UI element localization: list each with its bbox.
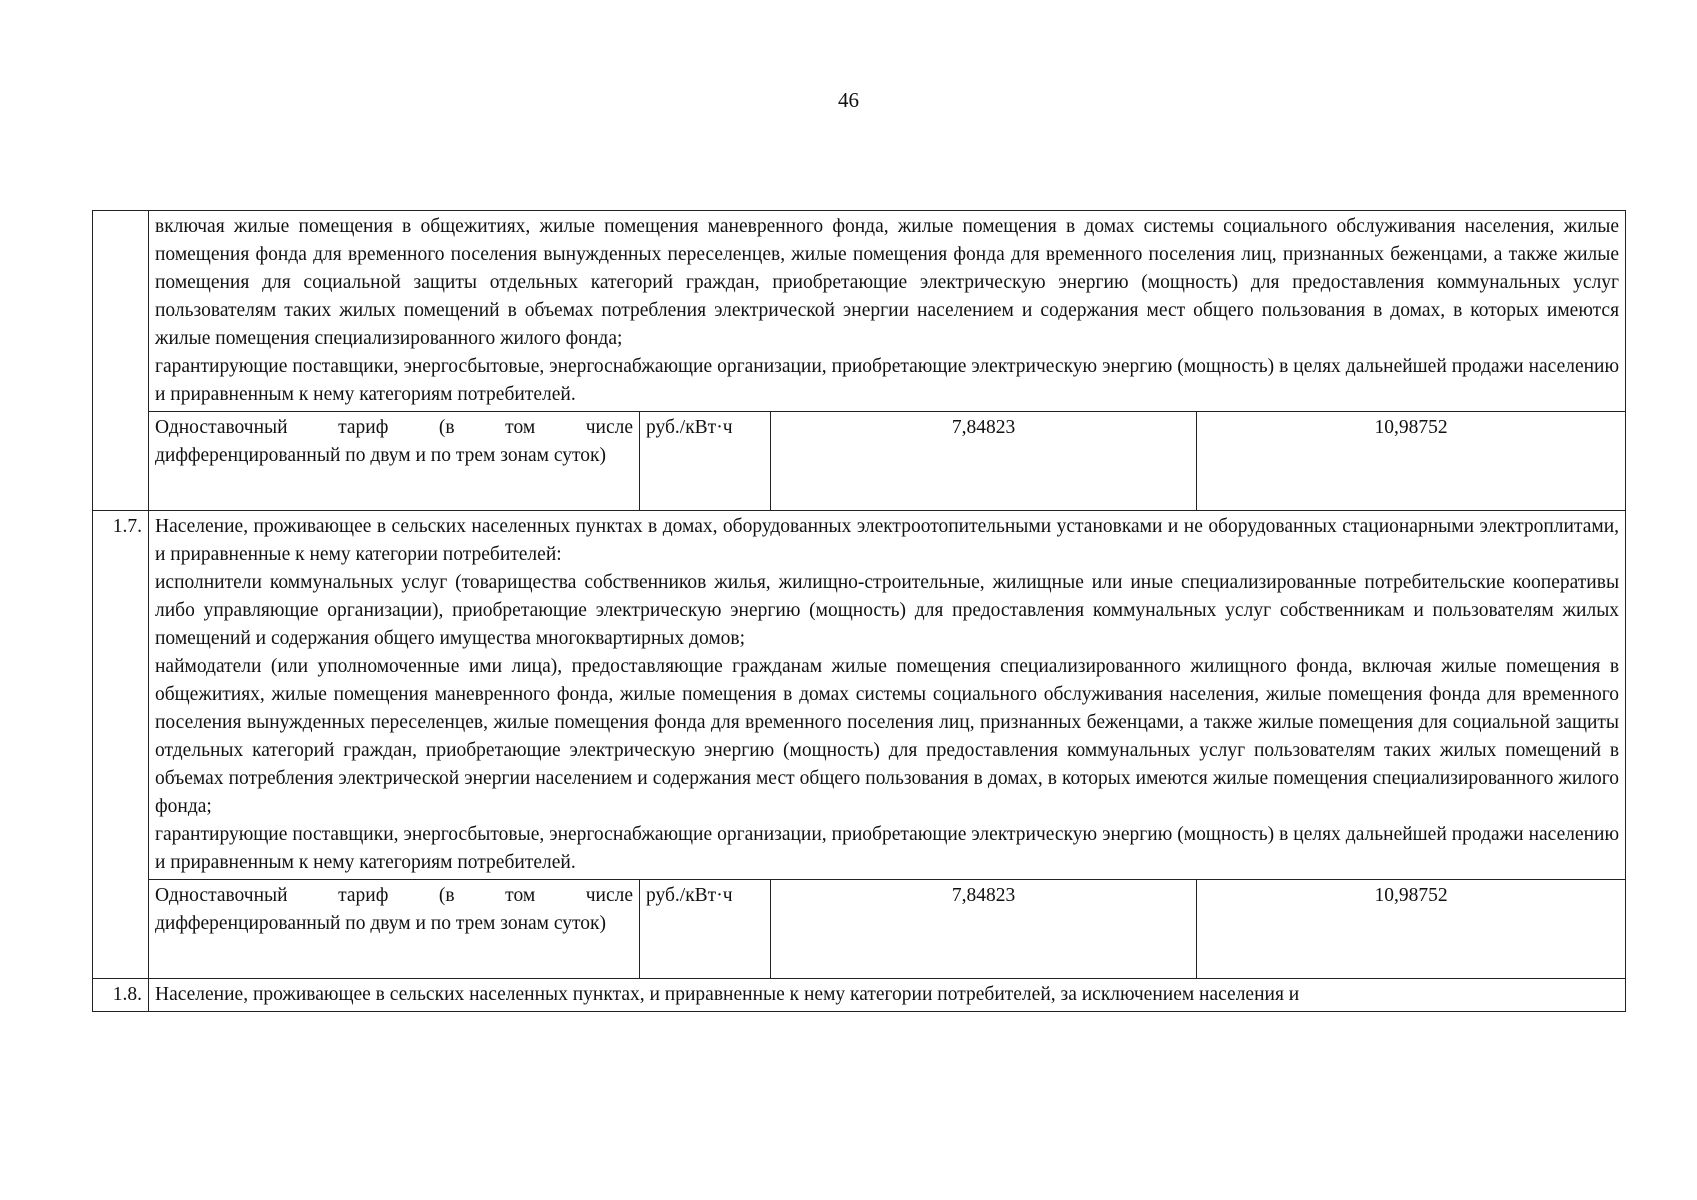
row-description (149, 211, 1626, 412)
paragraph: включая жилые помещения в общежитиях, жилые помещения маневренного фонда, жилые помещения в домах системы социального обслуживания населения, жилые помещения фонда для временного поселения вынужденных переселенцев, жилые помещения фонда для временного поселения лиц, признанных беженцами, а также жилые помещения для социальной защиты отдельных категорий граждан, приобретающие электрическую энергию (мощность) для предоставления коммунальных услуг пользователям таких жилых помещений в объемах потребления электрической энергии населением и содержания мест общего пользования в домах, в которых имеются жилые помещения специализированного жилого фонда; (155, 216, 1620, 349)
tariff-unit: руб./кВт·ч (640, 880, 771, 979)
tariff-value-2: 10,98752 (1197, 880, 1626, 979)
tariff-row (93, 880, 1626, 979)
table-row (93, 511, 1626, 880)
tariff-value-1: 7,84823 (771, 412, 1197, 511)
tariff-name: Одноставочный тариф (в том числе дифференцированный по двум и по трем зонам суток) (149, 880, 640, 979)
table-row (93, 979, 1626, 1012)
row-number: 1.7. (93, 511, 149, 979)
tariff-table (92, 210, 1626, 1012)
row-description (149, 511, 1626, 880)
row-number: 1.8. (93, 979, 149, 1012)
table-row (93, 211, 1626, 412)
paragraph: Население, проживающее в сельских населенных пунктах, и приравненные к нему категории потребителей, за исключением населения и (155, 984, 1300, 1005)
paragraph: гарантирующие поставщики, энергосбытовые, энергоснабжающие организации, приобретающие электрическую энергию (мощность) в целях дальнейшей продажи населению и приравненным к нему категориям потребителей. (155, 356, 1620, 405)
tariff-value-1: 7,84823 (771, 880, 1197, 979)
tariff-name: Одноставочный тариф (в том числе дифференцированный по двум и по трем зонам суток) (149, 412, 640, 511)
paragraph: гарантирующие поставщики, энергосбытовые, энергоснабжающие организации, приобретающие электрическую энергию (мощность) в целях дальнейшей продажи населению и приравненным к нему категориям потребителей. (155, 824, 1620, 873)
tariff-unit: руб./кВт·ч (640, 412, 771, 511)
row-description (149, 979, 1626, 1012)
tariff-value-2: 10,98752 (1197, 412, 1626, 511)
row-number (93, 211, 149, 511)
paragraph: исполнители коммунальных услуг (товарищества собственников жилья, жилищно-строительные, жилищные или иные специализированные потребительские кооперативы либо управляющие организации), приобретающие электрическую энергию (мощность) для предоставления коммунальных услуг собственникам и пользователям жилых помещений и содержания общего имущества многоквартирных домов; (155, 572, 1620, 649)
page-number: 46 (838, 88, 859, 112)
paragraph: наймодатели (или уполномоченные ими лица), предоставляющие гражданам жилые помещения специализированного жилищного фонда, включая жилые помещения в общежитиях, жилые помещения маневренного фонда, жилые помещения в домах системы социального обслуживания населения, жилые помещения фонда для временного поселения вынужденных переселенцев, жилые помещения фонда для временного поселения лиц, признанных беженцами, а также жилые помещения для социальной защиты отдельных категорий граждан, приобретающие электрическую энергию (мощность) для предоставления коммунальных услуг пользователям таких жилых помещений в объемах потребления электрической энергии населением и содержания мест общего пользования в домах, в которых имеются жилые помещения специализированного жилого фонда; (155, 656, 1620, 817)
tariff-row (93, 412, 1626, 511)
paragraph: Население, проживающее в сельских населенных пунктах в домах, оборудованных электроотопительными установками и не оборудованных стационарными электроплитами, и приравненные к нему категории потребителей: (155, 516, 1620, 565)
